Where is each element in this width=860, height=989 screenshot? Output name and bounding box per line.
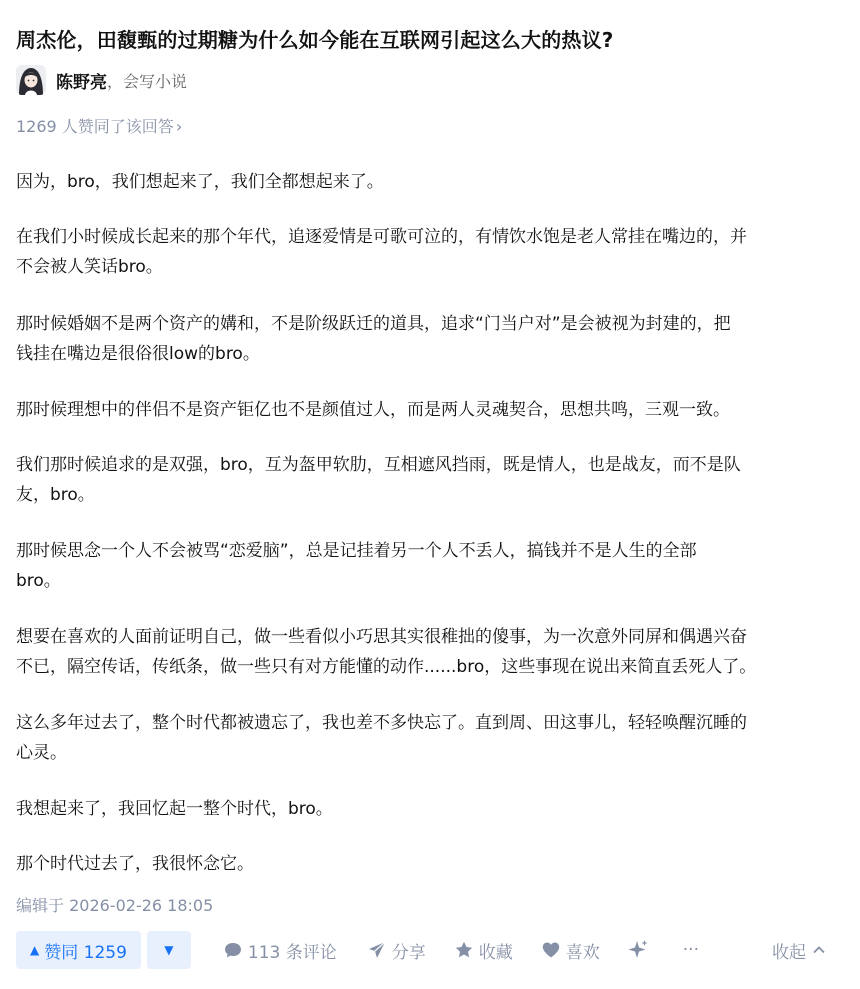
comment-icon: [223, 940, 243, 960]
author-avatar[interactable]: [16, 65, 46, 95]
paragraph-line: bro。: [16, 571, 61, 591]
favorite-button[interactable]: [454, 938, 513, 963]
paragraph-line: 因为，bro，我们想起来了，我们全都想起来了。: [16, 172, 384, 192]
heart-icon: [541, 940, 561, 960]
paragraph-line: 那时候婚姻不是两个资产的媾和，不是阶级跃迁的道具，追求“门当户对”是会被视为封建的，把: [16, 314, 731, 334]
answer-paragraph: [16, 622, 844, 682]
like-button[interactable]: [541, 938, 600, 963]
paragraph-line: 那个时代过去了，我很怀念它。: [16, 854, 254, 874]
more-icon: ···: [682, 940, 699, 960]
favorite-label: 收藏: [478, 942, 513, 963]
share-icon: [367, 940, 387, 960]
question-title[interactable]: 周杰伦，田馥甄的过期糖为什么如今能在互联网引起这么大的热议?: [16, 28, 614, 52]
collapse-label: 收起: [772, 942, 806, 963]
paragraph-line: 心灵。: [16, 743, 67, 763]
comment-count: 113 条评论: [247, 942, 337, 963]
comment-button[interactable]: [223, 938, 337, 963]
more-button[interactable]: [683, 940, 699, 960]
collapse-button[interactable]: [772, 938, 826, 963]
upvote-triangle-icon: ▲: [30, 943, 40, 957]
upvote-label: 赞同 1259: [44, 942, 127, 963]
author-bio: 会写小说: [123, 71, 188, 91]
share-label: 分享: [391, 942, 426, 963]
paragraph-line: 友，bro。: [16, 485, 95, 505]
chevron-up-icon: [812, 943, 826, 957]
sparkle-icon: [626, 938, 650, 962]
upvote-summary[interactable]: [16, 114, 182, 137]
author-name[interactable]: 陈野亮: [56, 72, 107, 93]
action-bar: [16, 930, 844, 970]
answer-paragraph: [16, 167, 844, 197]
paragraph-line: 我们那时候追求的是双强，bro，互为盔甲软肋，互相遮风挡雨，既是情人，也是战友，而不是队: [16, 455, 741, 475]
paragraph-line: 不会被人笑话bro。: [16, 257, 163, 277]
downvote-button[interactable]: [147, 931, 191, 969]
upvote-summary-text: 1269 人赞同了该回答: [16, 117, 174, 136]
answer-paragraph: [16, 708, 844, 768]
avatar-icon: [16, 65, 46, 95]
paragraph-line: 钱挂在嘴边是很俗很low的bro。: [16, 344, 260, 364]
author-info: [16, 64, 187, 96]
answer-paragraph: [16, 222, 844, 282]
paragraph-line: 不已，隔空传话，传纸条，做一些只有对方能懂的动作......bro，这些事现在说出来简直丢死人了。: [16, 657, 757, 677]
answer-paragraph: [16, 450, 844, 510]
chevron-right-icon: ›: [175, 117, 183, 136]
answer-paragraph: [16, 536, 844, 596]
answer-paragraph: [16, 395, 844, 425]
upvote-button[interactable]: [16, 931, 141, 969]
ai-sparkle-button[interactable]: [626, 938, 655, 962]
answer-paragraph: [16, 309, 844, 369]
paragraph-line: 在我们小时候成长起来的那个年代，追逐爱情是可歌可泣的，有情饮水饱是老人常挂在嘴边的，并: [16, 227, 747, 247]
like-label: 喜欢: [565, 942, 600, 963]
author-separator: ，: [107, 71, 124, 91]
answer-paragraph: [16, 849, 844, 879]
edited-timestamp[interactable]: 编辑于 2026-02-26 18:05: [16, 896, 214, 915]
downvote-triangle-icon: ▼: [164, 943, 174, 957]
share-button[interactable]: [367, 938, 426, 963]
paragraph-line: 那时候思念一个人不会被骂“恋爱脑”，总是记挂着另一个人不丢人，搞钱并不是人生的全部: [16, 541, 697, 561]
star-icon: [454, 940, 474, 960]
paragraph-line: 那时候理想中的伴侣不是资产钜亿也不是颜值过人，而是两人灵魂契合，思想共鸣，三观一致。: [16, 400, 730, 420]
paragraph-line: 想要在喜欢的人面前证明自己，做一些看似小巧思其实很稚拙的傻事，为一次意外同屏和偶遇兴奋: [16, 627, 747, 647]
paragraph-line: 我想起来了，我回忆起一整个时代，bro。: [16, 799, 333, 819]
paragraph-line: 这么多年过去了，整个时代都被遗忘了，我也差不多快忘了。直到周、田这事儿，轻轻唤醒沉睡的: [16, 713, 747, 733]
answer-paragraph: [16, 794, 844, 824]
